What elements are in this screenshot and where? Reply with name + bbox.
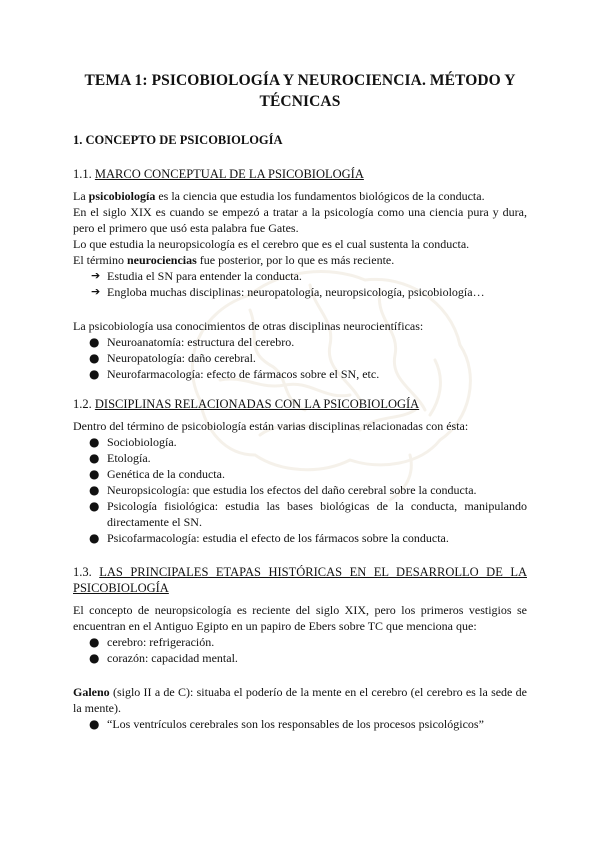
subsection-1-2-heading — [73, 396, 527, 412]
bullet-icon: ● — [89, 467, 100, 481]
paragraph: En el siglo XIX es cuando se empezó a tratar a la psicología como una ciencia pura y dura, pero el primero que usó esta palabra fue Gates. — [73, 205, 527, 235]
bullet-icon: ● — [89, 367, 100, 381]
bullet-list — [73, 634, 527, 666]
list-item — [73, 650, 527, 666]
bullet-list — [73, 334, 527, 382]
subsection-title: MARCO CONCEPTUAL DE LA PSICOBIOLOGÍA — [94, 167, 364, 181]
text: El término — [73, 253, 127, 267]
list-item-text: Psicología fisiológica: estudia las bases biológicas de la conducta, manipulando directamente el SN. — [107, 499, 527, 529]
text: es la ciencia que estudia los fundamentos biológicos de la conducta. — [155, 189, 485, 203]
text: (siglo II a de C): situaba el poderío de la mente en el cerebro (el cerebro es la sede de la mente). — [73, 685, 527, 715]
list-item-text: Engloba muchas disciplinas: neuropatología, neuropsicología, psicobiología… — [107, 285, 485, 299]
arrow-icon: ➔ — [91, 269, 101, 282]
list-item-text: Neuropatología: daño cerebral. — [107, 351, 256, 365]
subsection-title: LAS PRINCIPALES ETAPAS HISTÓRICAS EN EL DESARROLLO DE LA PSICOBIOLOGÍA — [73, 565, 527, 595]
paragraph: Lo que estudia la neuropsicología es el cerebro que es el cual sustenta la conducta. — [73, 237, 470, 251]
subsection-number: 1.3. — [73, 565, 92, 579]
list-item — [73, 450, 527, 466]
bullet-icon: ● — [89, 451, 100, 465]
list-item — [73, 482, 527, 498]
bold-term: psicobiología — [88, 189, 156, 203]
arrow-list — [73, 268, 527, 300]
list-item-text: Neuropsicología: que estudia los efectos del daño cerebral sobre la conducta. — [107, 483, 477, 497]
list-item — [73, 634, 527, 650]
document-content — [73, 70, 527, 732]
list-item — [73, 350, 527, 366]
list-item — [73, 530, 527, 546]
list-item-text: Psicofarmacología: estudia el efecto de los fármacos sobre la conducta. — [107, 531, 449, 545]
text: fue posterior, por lo que es más reciente. — [196, 253, 395, 267]
bullet-icon: ● — [89, 483, 100, 497]
subsection-number: 1.2. — [73, 397, 92, 411]
bold-term: neurociencias — [127, 253, 197, 267]
list-item — [73, 284, 527, 300]
arrow-icon: ➔ — [91, 285, 101, 298]
bullet-list — [73, 434, 527, 546]
list-item-text: Genética de la conducta. — [107, 467, 225, 481]
list-item-text: corazón: capacidad mental. — [107, 651, 238, 665]
bullet-icon: ● — [89, 335, 100, 349]
list-item-text: Etología. — [107, 451, 151, 465]
bullet-icon: ● — [89, 531, 100, 545]
list-item-text: Neurofarmacología: efecto de fármacos sobre el SN, etc. — [107, 367, 380, 381]
list-item — [73, 334, 527, 350]
bullet-icon: ● — [89, 651, 100, 665]
list-item — [73, 466, 527, 482]
bullet-icon: ● — [89, 351, 100, 365]
bold-term: Galeno — [73, 685, 110, 699]
list-item — [73, 716, 527, 732]
section-1-heading: 1. CONCEPTO DE PSICOBIOLOGÍA — [73, 133, 283, 147]
subsection-title: DISCIPLINAS RELACIONADAS CON LA PSICOBIOLOGÍA — [94, 397, 420, 411]
bullet-icon: ● — [89, 499, 100, 513]
bullet-icon: ● — [89, 435, 100, 449]
page-title: TEMA 1: PSICOBIOLOGÍA Y NEUROCIENCIA. MÉTODO Y TÉCNICAS — [84, 72, 516, 110]
bullet-list — [73, 716, 527, 732]
paragraph — [73, 684, 527, 716]
list-item — [73, 366, 527, 382]
subsection-1-1-heading — [73, 166, 527, 182]
paragraph: El concepto de neuropsicología es reciente del siglo XIX, pero los primeros vestigios se encuentran en el Antiguo Egipto en un papiro de Ebers sobre TC que menciona que: — [73, 603, 527, 633]
list-item-text: cerebro: refrigeración. — [107, 635, 215, 649]
list-item-text: Estudia el SN para entender la conducta. — [107, 269, 302, 283]
subsection-number: 1.1. — [73, 167, 92, 181]
bullet-icon: ● — [89, 717, 100, 731]
list-item — [73, 498, 527, 530]
paragraph: Dentro del término de psicobiología están varias disciplinas relacionadas con ésta: — [73, 419, 469, 433]
paragraph — [73, 252, 527, 268]
list-item-text: Neuroanatomía: estructura del cerebro. — [107, 335, 295, 349]
paragraph — [73, 188, 527, 204]
subsection-1-3-heading — [73, 564, 527, 596]
bullet-icon: ● — [89, 635, 100, 649]
list-item — [73, 434, 527, 450]
list-item-text: Sociobiología. — [107, 435, 177, 449]
list-item — [73, 268, 527, 284]
paragraph: La psicobiología usa conocimientos de otras disciplinas neurocientíficas: — [73, 319, 424, 333]
list-item-text: “Los ventrículos cerebrales son los responsables de los procesos psicológicos” — [107, 717, 484, 731]
text: La — [73, 189, 89, 203]
